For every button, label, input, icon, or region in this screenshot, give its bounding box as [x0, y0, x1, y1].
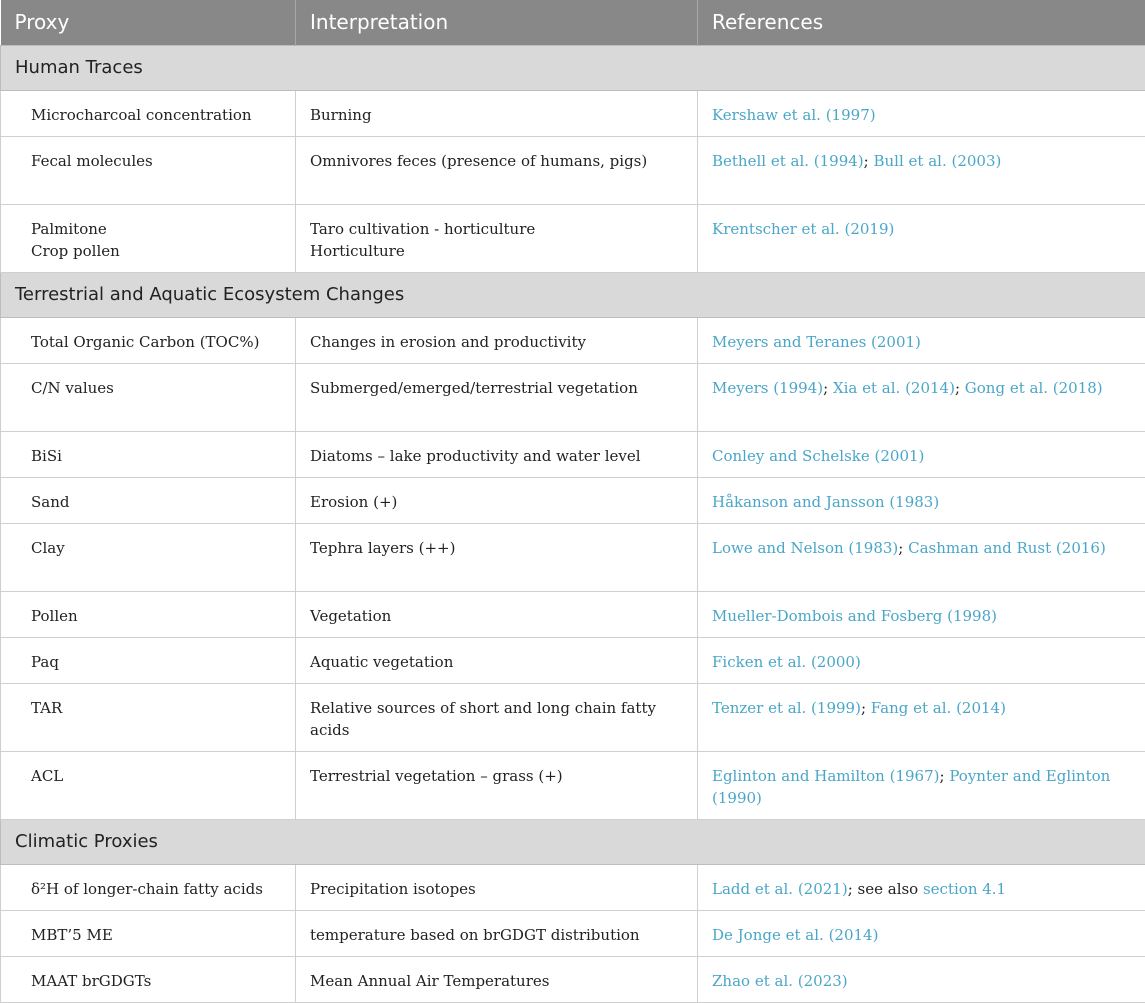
proxy-text: Crop pollen: [31, 240, 281, 262]
interpretation-text: Precipitation isotopes: [310, 878, 683, 900]
proxy-text: TAR: [31, 697, 281, 719]
proxy-cell: [1, 363, 296, 431]
table-body: [1, 45, 1145, 1002]
interpretation-text: Omnivores feces (presence of humans, pigs): [310, 150, 683, 172]
interpretation-cell: [296, 431, 698, 477]
reference-link[interactable]: Cashman and Rust (2016): [908, 539, 1106, 557]
reference-link[interactable]: Kershaw et al. (1997): [712, 106, 876, 124]
references-cell: [698, 431, 1145, 477]
reference-link[interactable]: Tenzer et al. (1999): [712, 699, 861, 717]
proxy-cell: [1, 683, 296, 751]
interpretation-text: Erosion (+): [310, 491, 683, 513]
proxy-text: BiSi: [31, 445, 281, 467]
proxy-text: Microcharcoal concentration: [31, 104, 281, 126]
interpretation-text: temperature based on brGDGT distribution: [310, 924, 683, 946]
reference-link[interactable]: Krentscher et al. (2019): [712, 220, 894, 238]
interpretation-text: Taro cultivation - horticulture: [310, 218, 683, 240]
interpretation-cell: [296, 637, 698, 683]
proxy-cell: [1, 523, 296, 591]
table-row: [1, 90, 1145, 136]
proxy-cell: [1, 317, 296, 363]
references-cell: [698, 523, 1145, 591]
table-row: [1, 523, 1145, 591]
interpretation-text: Terrestrial vegetation – grass (+): [310, 765, 683, 787]
interpretation-cell: [296, 910, 698, 956]
table-header: [1, 0, 1145, 45]
interpretation-cell: [296, 136, 698, 204]
table-row: [1, 317, 1145, 363]
references-cell: [698, 136, 1145, 204]
reference-separator: ;: [939, 767, 949, 785]
proxy-text: Palmitone: [31, 218, 281, 240]
references-cell: [698, 90, 1145, 136]
reference-separator: ;: [955, 379, 965, 397]
table-row: [1, 591, 1145, 637]
interpretation-text: Vegetation: [310, 605, 683, 627]
reference-link[interactable]: Xia et al. (2014): [833, 379, 955, 397]
reference-separator: ;: [823, 379, 833, 397]
proxy-cell: [1, 751, 296, 819]
reference-link[interactable]: Conley and Schelske (2001): [712, 447, 924, 465]
reference-link[interactable]: Eglinton and Hamilton (1967): [712, 767, 939, 785]
section-row: [1, 272, 1145, 317]
reference-separator: ;: [898, 539, 908, 557]
section-title: Human Traces: [1, 45, 1145, 90]
proxy-text: Clay: [31, 537, 281, 559]
proxy-cell: [1, 591, 296, 637]
reference-separator: ; see also: [848, 880, 923, 898]
interpretation-text: Burning: [310, 104, 683, 126]
interpretation-text: Horticulture: [310, 240, 683, 262]
proxy-text: ACL: [31, 765, 281, 787]
proxy-cell: [1, 637, 296, 683]
table-row: [1, 751, 1145, 819]
interpretation-cell: [296, 751, 698, 819]
reference-link[interactable]: Poynter and Eglinton (1990): [712, 767, 1110, 807]
interpretation-cell: [296, 523, 698, 591]
references-cell: [698, 363, 1145, 431]
table-row: [1, 136, 1145, 204]
table-row: [1, 363, 1145, 431]
proxy-cell: [1, 90, 296, 136]
references-cell: [698, 683, 1145, 751]
table-row: [1, 431, 1145, 477]
reference-link[interactable]: De Jonge et al. (2014): [712, 926, 878, 944]
interpretation-cell: [296, 90, 698, 136]
interpretation-text: Tephra layers (++): [310, 537, 683, 559]
section-row: [1, 819, 1145, 864]
interpretation-text: Aquatic vegetation: [310, 651, 683, 673]
interpretation-text: Submerged/emerged/terrestrial vegetation: [310, 377, 683, 399]
reference-link[interactable]: Bethell et al. (1994): [712, 152, 864, 170]
reference-link[interactable]: Ladd et al. (2021): [712, 880, 848, 898]
interpretation-text: Relative sources of short and long chain fatty acids: [310, 697, 683, 741]
interpretation-cell: [296, 956, 698, 1002]
reference-link[interactable]: Mueller-Dombois and Fosberg (1998): [712, 607, 997, 625]
interpretation-cell: [296, 683, 698, 751]
proxy-cell: [1, 204, 296, 272]
header-proxy: Proxy: [1, 0, 296, 45]
reference-separator: ;: [864, 152, 874, 170]
proxy-cell: [1, 956, 296, 1002]
proxy-cell: [1, 910, 296, 956]
table-row: [1, 910, 1145, 956]
section-title: Terrestrial and Aquatic Ecosystem Changes: [1, 272, 1145, 317]
interpretation-cell: [296, 864, 698, 910]
interpretation-text: Mean Annual Air Temperatures: [310, 970, 683, 992]
proxy-text: Paq: [31, 651, 281, 673]
interpretation-cell: [296, 204, 698, 272]
proxy-text: Pollen: [31, 605, 281, 627]
table-row: [1, 204, 1145, 272]
reference-link[interactable]: Gong et al. (2018): [965, 379, 1103, 397]
header-references: References: [698, 0, 1145, 45]
proxy-text: MBT’5 ME: [31, 924, 281, 946]
references-cell: [698, 751, 1145, 819]
references-cell: [698, 477, 1145, 523]
references-cell: [698, 637, 1145, 683]
references-cell: [698, 317, 1145, 363]
proxy-cell: [1, 864, 296, 910]
reference-link[interactable]: Ficken et al. (2000): [712, 653, 861, 671]
proxy-text: Total Organic Carbon (TOC%): [31, 331, 281, 353]
references-cell: [698, 204, 1145, 272]
header-interpretation: Interpretation: [296, 0, 698, 45]
table-row: [1, 477, 1145, 523]
reference-link[interactable]: Fang et al. (2014): [871, 699, 1006, 717]
references-cell: [698, 591, 1145, 637]
interpretation-cell: [296, 591, 698, 637]
reference-separator: ;: [861, 699, 871, 717]
table-row: [1, 637, 1145, 683]
proxy-cell: [1, 431, 296, 477]
interpretation-cell: [296, 363, 698, 431]
reference-link[interactable]: Bull et al. (2003): [873, 152, 1001, 170]
reference-link[interactable]: Meyers (1994): [712, 379, 823, 397]
interpretation-cell: [296, 477, 698, 523]
table-row: [1, 864, 1145, 910]
table-row: [1, 956, 1145, 1002]
references-cell: [698, 910, 1145, 956]
interpretation-text: Diatoms – lake productivity and water level: [310, 445, 683, 467]
proxy-cell: [1, 136, 296, 204]
reference-link[interactable]: Zhao et al. (2023): [712, 972, 848, 990]
proxy-text: C/N values: [31, 377, 281, 399]
section-title: Climatic Proxies: [1, 819, 1145, 864]
interpretation-text: Changes in erosion and productivity: [310, 331, 683, 353]
reference-link[interactable]: section 4.1: [923, 880, 1006, 898]
interpretation-cell: [296, 317, 698, 363]
proxy-cell: [1, 477, 296, 523]
reference-link[interactable]: Lowe and Nelson (1983): [712, 539, 898, 557]
references-cell: [698, 956, 1145, 1002]
references-cell: [698, 864, 1145, 910]
reference-link[interactable]: Håkanson and Jansson (1983): [712, 493, 939, 511]
proxy-text: Fecal molecules: [31, 150, 281, 172]
proxy-text: MAAT brGDGTs: [31, 970, 281, 992]
section-row: [1, 45, 1145, 90]
proxy-text: Sand: [31, 491, 281, 513]
reference-link[interactable]: Meyers and Teranes (2001): [712, 333, 921, 351]
proxy-text: δ²H of longer-chain fatty acids: [31, 878, 281, 900]
table-row: [1, 683, 1145, 751]
